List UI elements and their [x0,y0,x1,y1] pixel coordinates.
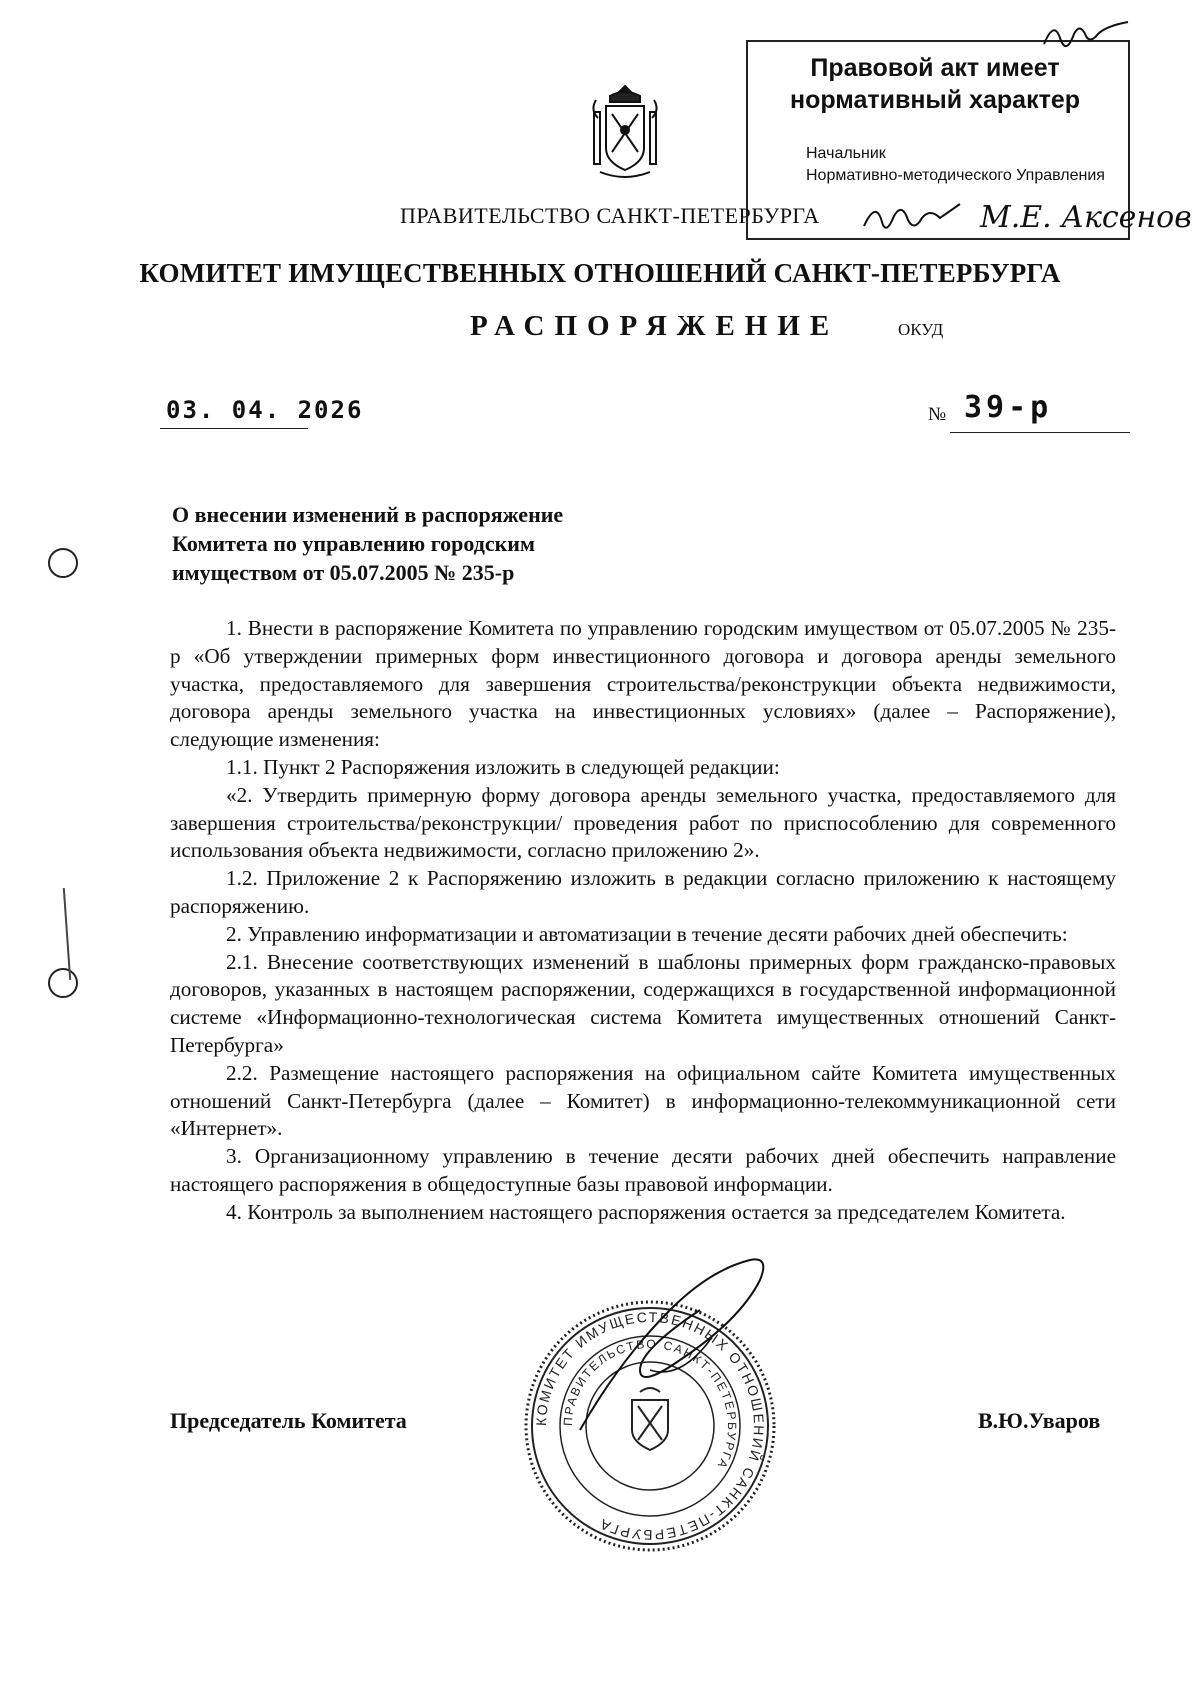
seal-outer-text: КОМИТЕТ ИМУЩЕСТВЕННЫХ ОТНОШЕНИЙ САНКТ-ПЕТЕРБУРГА [532,1308,768,1544]
stamp-title-line2: нормативный характер [789,86,1081,114]
government-title: ПРАВИТЕЛЬСТВО САНКТ-ПЕТЕРБУРГА [400,203,820,228]
signatory-name: В.Ю.Уваров [978,1408,1101,1433]
paragraph-4: 4. Контроль за выполнением настоящего распоряжения остается за председателем Комитета. [226,1199,1066,1224]
stamp-role-line1: Начальник [806,145,886,162]
committee-title: КОМИТЕТ ИМУЩЕСТВЕННЫХ ОТНОШЕНИЙ САНКТ-ПЕТЕРБУРГА [139,258,1061,288]
stamp-title-line1: Правовой акт имеет [810,54,1060,82]
paragraph-2-1: 2.1. Внесение соответствующих изменений в шаблоны примерных форм гражданско-правовых договоров, указанных в настоящем распоряжении, содержащихся в государственной информационной системе «Информационно-технологическая система Комитета имущественных отношений Санкт-Петербурга» [170,949,1116,1057]
paragraph-1: 1. Внести в распоряжение Комитета по управлению городским имуществом от 05.07.2005 № 235-р «Об утверждении примерных форм инвестиционного договора и договора аренды земельного участка, предоставляемого для завершения строительства/реконструкции объекта недвижимости, договора аренды земельного участка на инвестиционных условиях» (далее – Распоряжение), следующие изменения: [170,616,1116,752]
handwritten-initials-icon [1040,14,1130,54]
number-sign: № [928,404,947,425]
document-body [170,615,1116,1227]
handwritten-signature-icon [860,196,970,236]
paragraph-1-2: 1.2. Приложение 2 к Распоряжению изложить в редакции согласно приложению к настоящему распоряжению. [170,866,1116,918]
paragraph-1-1-quote: «2. Утвердить примерную форму договора аренды земельного участка, предоставляемого для завершения строительства/реконструкции/ проведения работ по приспособлению для современного использования объекта недвижимости, согласно приложению 2». [170,782,1116,863]
paragraph-3: 3. Организационному управлению в течение десяти рабочих дней обеспечить направление настоящего распоряжения в общедоступные базы правовой информации. [170,1144,1116,1196]
margin-mark [63,888,71,980]
okud-label: ОКУД [898,320,944,339]
document-type: РАСПОРЯЖЕНИЕ [470,310,840,342]
document-number: 39-р [964,390,1053,425]
subject-line1: О внесении изменений в распоряжение [172,502,564,527]
seal-inner-text: ПРАВИТЕЛЬСТВО САНКТ-ПЕТЕРБУРГА [560,1336,740,1473]
subject-line3: имуществом от 05.07.2005 № 235-р [172,560,515,585]
stamp-signature-name: М.Е. Аксенов [980,200,1192,235]
stamp-title [770,52,1100,116]
paragraph-2-2: 2.2. Размещение настоящего распоряжения на официальном сайте Комитета имущественных отношений Санкт-Петербурга (далее – Комитет) в информационно-телекоммуникационной сети «Интернет». [170,1060,1116,1141]
punch-hole-bottom [48,968,78,998]
subject-line2: Комитета по управлению городским [172,531,535,556]
paragraph-2: 2. Управлению информатизации и автоматизации в течение десяти рабочих дней обеспечить: [226,921,1068,946]
chairman-signature-icon [560,1250,800,1450]
document-date: 03. 04. 2026 [166,396,364,424]
document-subject [172,500,692,587]
coat-of-arms-icon [588,82,662,182]
number-underline [950,432,1130,433]
stamp-role [806,143,1105,187]
signatory-title: Председатель Комитета [170,1408,407,1433]
stamp-role-line2: Нормативно-методического Управления [806,167,1105,184]
punch-hole-top [48,548,78,578]
date-underline [160,428,308,429]
paragraph-1-1: 1.1. Пункт 2 Распоряжения изложить в следующей редакции: [226,754,780,779]
